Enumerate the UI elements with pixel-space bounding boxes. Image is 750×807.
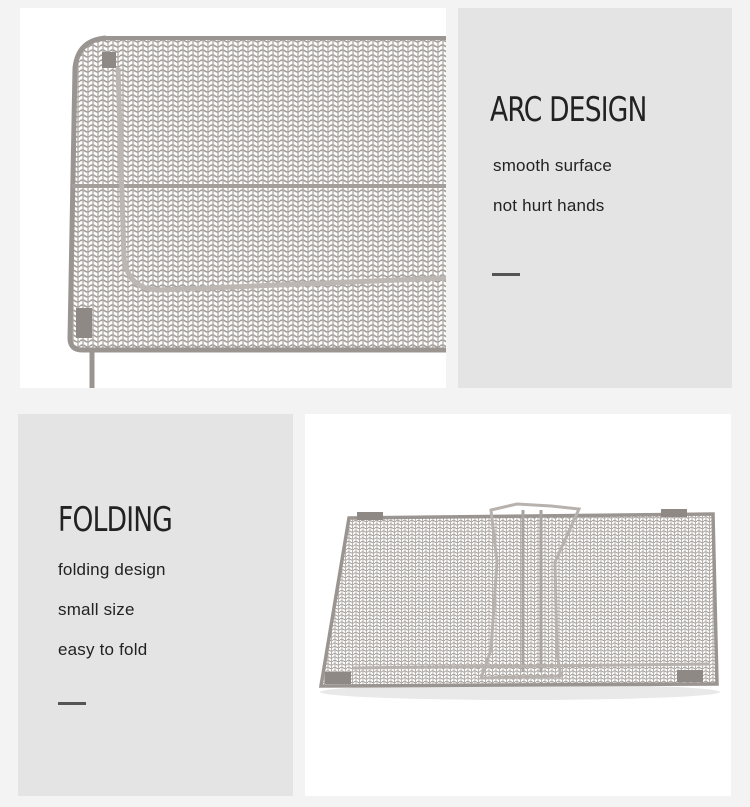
arc-design-photo bbox=[20, 8, 446, 388]
mesh-rack-closeup-image bbox=[20, 8, 446, 388]
feature-small-size: small size bbox=[58, 600, 135, 619]
arc-design-heading: ARC DESIGN bbox=[490, 90, 647, 130]
folding-heading: FOLDING bbox=[58, 500, 173, 540]
feature-not-hurt-hands: not hurt hands bbox=[493, 196, 605, 215]
folding-photo bbox=[305, 414, 731, 796]
feature-easy-to-fold: easy to fold bbox=[58, 640, 148, 659]
folded-rack-image bbox=[305, 414, 731, 796]
feature-folding-design: folding design bbox=[58, 560, 166, 579]
feature-smooth-surface: smooth surface bbox=[493, 156, 613, 175]
arc-design-panel bbox=[458, 8, 732, 388]
divider-dash bbox=[58, 702, 86, 705]
folding-panel bbox=[18, 414, 293, 796]
divider-dash bbox=[492, 273, 520, 276]
